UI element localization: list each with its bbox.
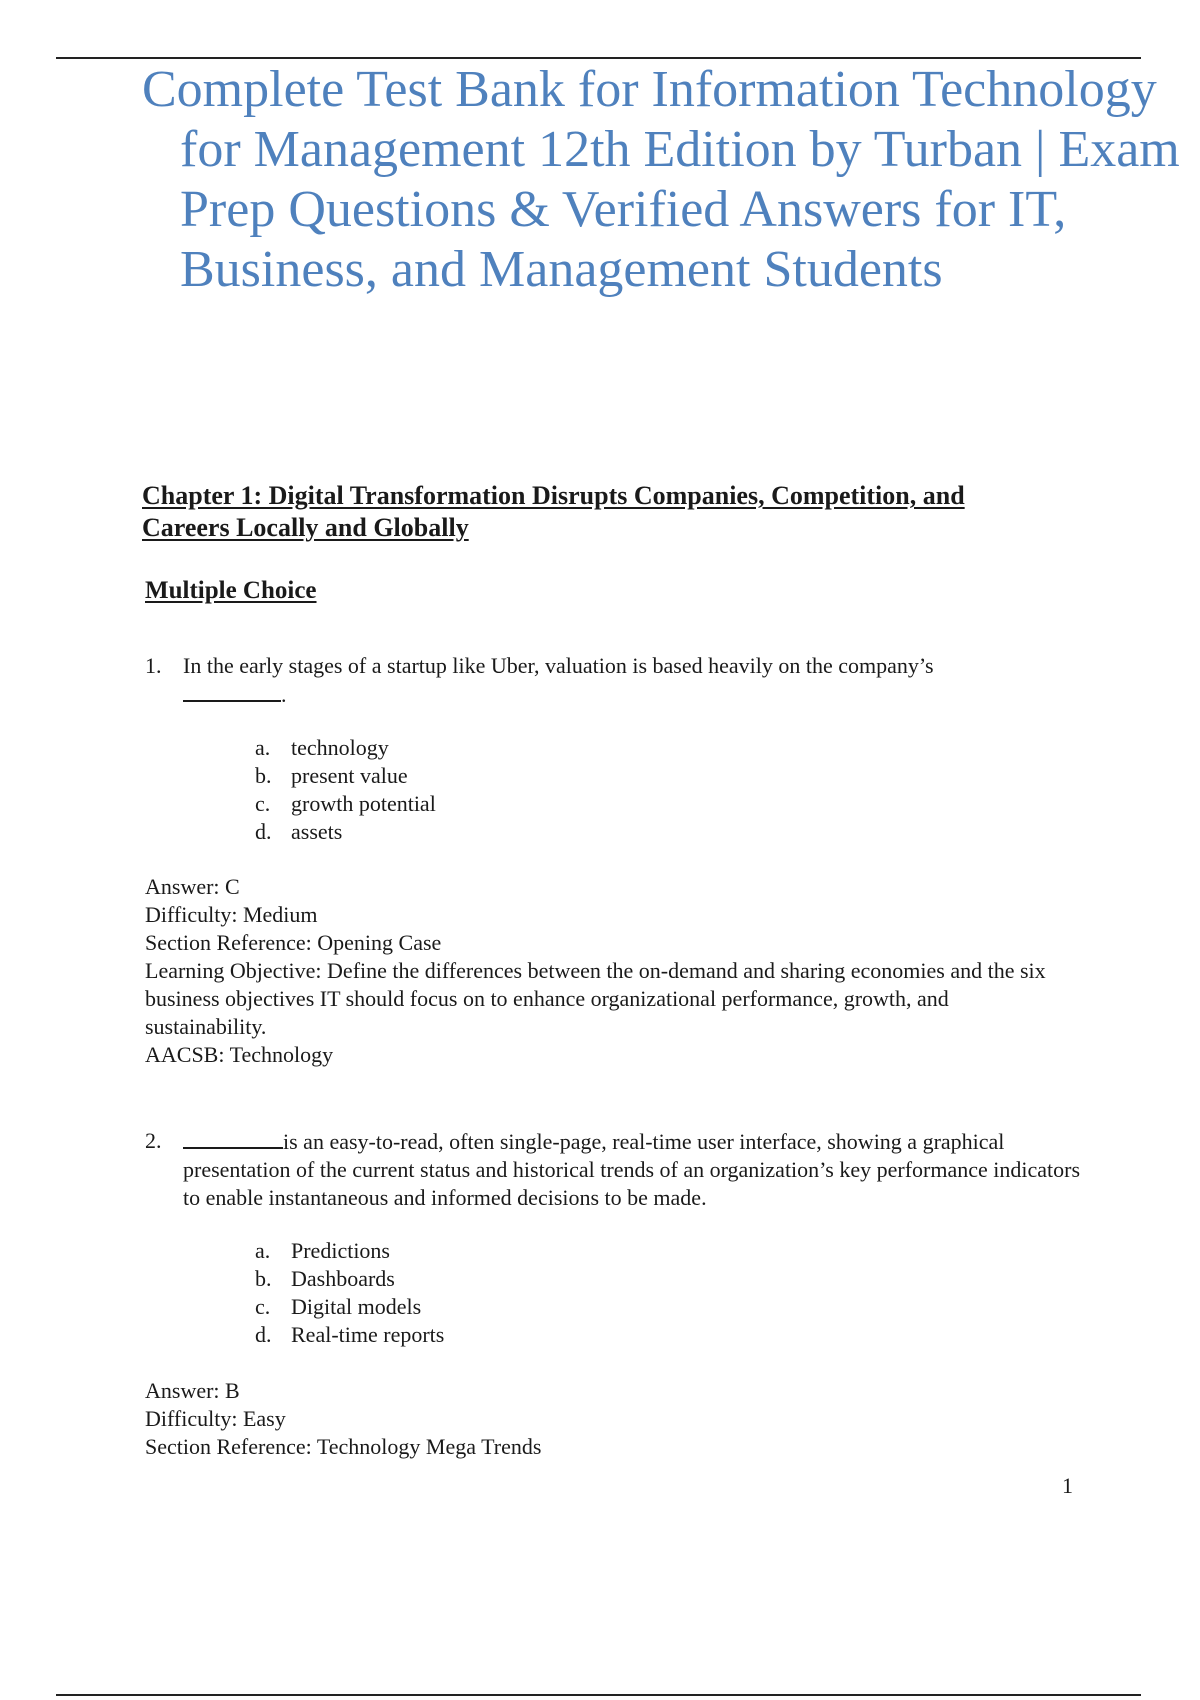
option-text: assets (291, 819, 343, 844)
answer-blank (183, 680, 281, 702)
aacsb: AACSB: Technology (145, 1042, 334, 1067)
title-line: for Management 12th Edition by Turban | Exam (180, 121, 1180, 178)
option-letter: d. (255, 819, 272, 844)
answer-blank (183, 1127, 283, 1149)
option-item (255, 1237, 444, 1265)
question-1 (145, 652, 1085, 1067)
option-text: growth potential (291, 791, 436, 816)
option-letter: b. (255, 763, 272, 788)
chapter-heading-line: Careers Locally and Globally (142, 513, 469, 542)
footer-rule (56, 1694, 1141, 1696)
section-heading: Multiple Choice (145, 577, 317, 604)
page-number: 1 (1062, 1473, 1073, 1498)
title-line: Prep Questions & Verified Answers for IT, (180, 181, 1067, 238)
answer-options (255, 734, 436, 846)
option-text: technology (291, 735, 389, 760)
option-text: Real-time reports (291, 1322, 445, 1347)
section-reference: Section Reference: Technology Mega Trends (145, 1434, 542, 1459)
option-item (255, 790, 436, 818)
learning-objective: Learning Objective: Define the differences between the on-demand and sharing economies and the six business objectives IT should focus on to enhance organizational performance, growth, and sustainability. (145, 958, 1046, 1039)
document-title (142, 60, 1200, 300)
question-text: In the early stages of a startup like Uber, valuation is based heavily on the company’s (183, 653, 934, 678)
option-text: present value (291, 763, 408, 788)
title-line: Complete Test Bank for Information Technology (142, 61, 1157, 118)
question-text: is an easy-to-read, often single-page, real-time user interface, showing a graphical presentation of the current status and historical trends of an organization’s key performance indicators to enable instantaneous and informed decisions to be made. (183, 1129, 1081, 1210)
option-item (255, 818, 436, 846)
option-text: Digital models (291, 1294, 422, 1319)
header-rule (56, 57, 1141, 59)
answer-key: Answer: C (145, 874, 240, 899)
question-stem (145, 652, 1085, 709)
option-letter: b. (255, 1266, 272, 1291)
question-text-end: . (281, 682, 287, 707)
section-reference: Section Reference: Opening Case (145, 930, 442, 955)
answer-key: Answer: B (145, 1378, 240, 1403)
question-number: 2. (145, 1128, 162, 1153)
difficulty: Difficulty: Easy (145, 1406, 286, 1431)
question-2 (145, 1127, 1085, 1459)
option-item (255, 1321, 444, 1349)
chapter-heading-line: Chapter 1: Digital Transformation Disrupts Companies, Competition, and (142, 481, 965, 510)
option-letter: c. (255, 791, 271, 816)
option-item (255, 1265, 444, 1293)
answer-options (255, 1237, 444, 1349)
option-item (255, 1293, 444, 1321)
chapter-heading (142, 480, 992, 544)
option-letter: c. (255, 1294, 271, 1319)
answer-metadata (145, 1377, 1075, 1461)
question-stem (145, 1127, 1085, 1212)
question-number: 1. (145, 653, 162, 678)
option-text: Predictions (291, 1238, 390, 1263)
answer-metadata (145, 873, 1075, 1069)
option-item (255, 762, 436, 790)
title-line: Business, and Management Students (180, 241, 943, 298)
option-text: Dashboards (291, 1266, 395, 1291)
option-item (255, 734, 436, 762)
option-letter: a. (255, 735, 271, 760)
option-letter: d. (255, 1322, 272, 1347)
option-letter: a. (255, 1238, 271, 1263)
difficulty: Difficulty: Medium (145, 902, 318, 927)
